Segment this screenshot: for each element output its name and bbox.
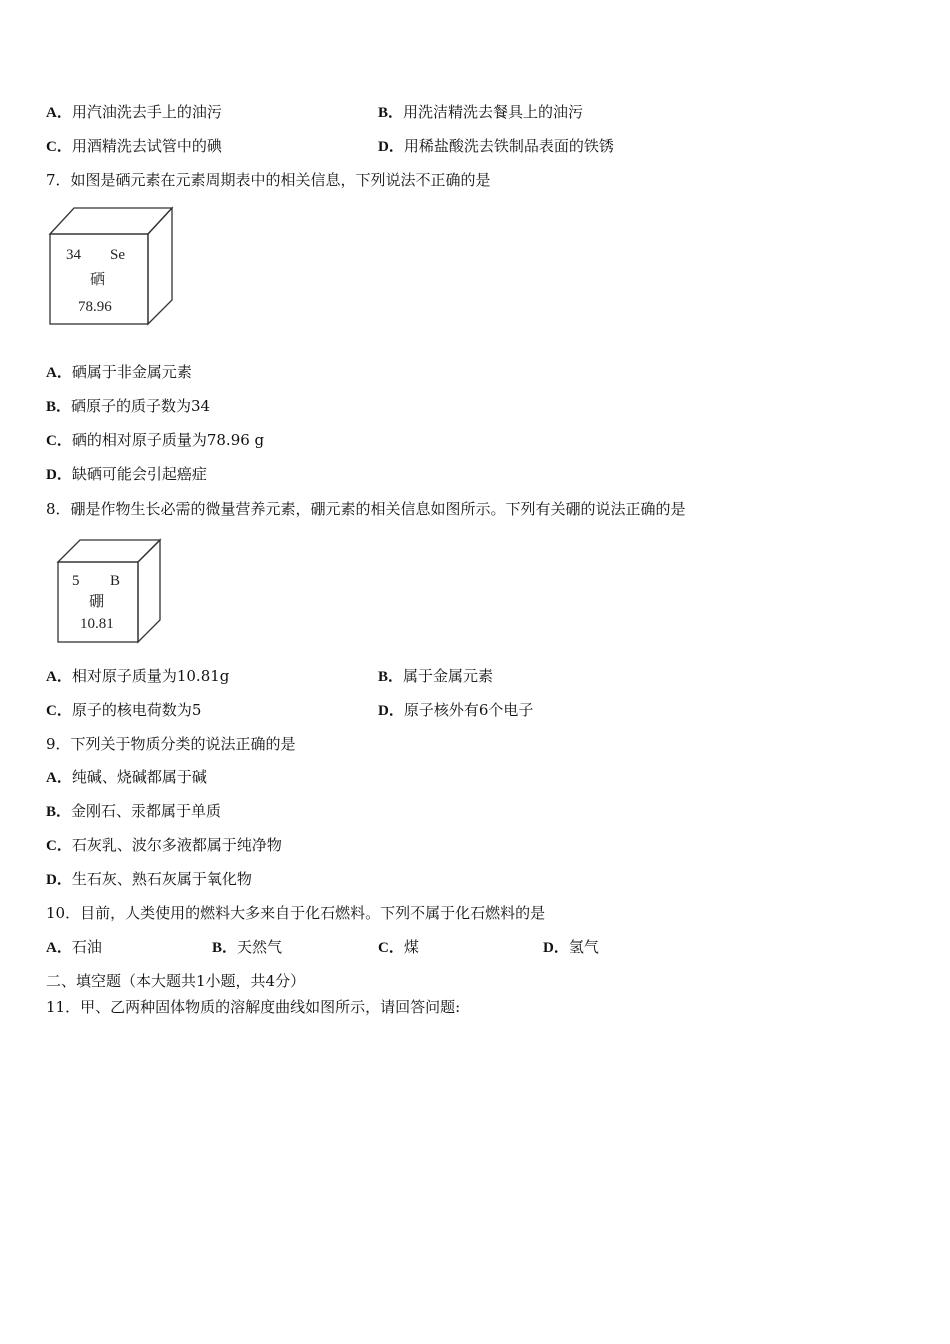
option-text: 氢气 — [568, 938, 599, 956]
selenium-element-card — [48, 206, 176, 326]
option-label: A． — [46, 105, 72, 121]
atomic-number: 5 — [72, 573, 80, 589]
option-text: 纯碱、烧碱都属于碱 — [71, 768, 207, 786]
q8-option-c — [46, 700, 201, 721]
q8-option-a — [46, 666, 229, 687]
option-label: B． — [212, 940, 238, 956]
option-label: D． — [378, 139, 404, 155]
q11-stem: 11．甲、乙两种固体物质的溶解度曲线如图所示，请回答问题: — [46, 998, 461, 1016]
option-text: 用酒精洗去试管中的碘 — [71, 137, 222, 155]
option-label: D． — [46, 467, 72, 483]
atomic-mass: 10.81 — [80, 616, 114, 632]
q10-option-c — [378, 937, 419, 958]
option-label: A． — [46, 770, 72, 786]
q10-option-a — [46, 937, 102, 958]
option-label: B． — [46, 399, 72, 415]
option-label: C． — [46, 838, 72, 854]
q8-stem: 8．硼是作物生长必需的微量营养元素，硼元素的相关信息如图所示。下列有关硼的说法正确的是 — [46, 500, 686, 518]
option-label: B． — [378, 105, 404, 121]
section-heading: 二、填空题（本大题共1小题，共4分） — [46, 972, 306, 990]
q7-stem: 7．如图是硒元素在元素周期表中的相关信息，下列说法不正确的是 — [46, 171, 491, 189]
q6-option-c — [46, 136, 222, 157]
atomic-number: 34 — [66, 247, 81, 263]
element-symbol: B — [110, 573, 121, 589]
element-symbol: Se — [110, 247, 125, 263]
option-label: C． — [46, 139, 72, 155]
option-text: 硒原子的质子数为34 — [71, 397, 211, 415]
option-text: 原子核外有6个电子 — [403, 701, 534, 719]
option-text: 缺硒可能会引起癌症 — [71, 465, 207, 483]
q6-option-d — [378, 136, 614, 157]
option-text: 石灰乳、波尔多液都属于纯净物 — [71, 836, 282, 854]
option-text: 用洗洁精洗去餐具上的油污 — [403, 103, 584, 121]
q10-stem: 10．目前，人类使用的燃料大多来自于化石燃料。下列不属于化石燃料的是 — [46, 904, 546, 922]
option-label: B． — [46, 804, 72, 820]
cube-outline — [48, 206, 176, 326]
q9-option-d — [46, 869, 252, 890]
q8-option-d — [378, 700, 533, 721]
option-label: B． — [378, 669, 404, 685]
element-name: 硼 — [89, 594, 105, 610]
q8-option-b — [378, 666, 493, 687]
option-text: 煤 — [403, 938, 419, 956]
option-label: A． — [46, 365, 72, 381]
option-text: 硒的相对原子质量为78.96 g — [71, 431, 265, 449]
q10-option-b — [212, 937, 282, 958]
option-label: D． — [378, 703, 404, 719]
option-text: 生石灰、熟石灰属于氧化物 — [71, 870, 252, 888]
option-label: A． — [46, 669, 72, 685]
option-label: C． — [46, 433, 72, 449]
q6-option-a — [46, 102, 222, 123]
q10-option-d — [543, 937, 599, 958]
q7-option-b — [46, 396, 210, 417]
option-text: 石油 — [71, 938, 102, 956]
option-label: C． — [46, 703, 72, 719]
option-label: D． — [543, 940, 569, 956]
option-label: C． — [378, 940, 404, 956]
option-text: 硒属于非金属元素 — [71, 363, 192, 381]
option-text: 金刚石、汞都属于单质 — [71, 802, 222, 820]
boron-element-card — [56, 538, 164, 644]
option-text: 原子的核电荷数为5 — [71, 701, 202, 719]
q7-option-a — [46, 362, 192, 383]
option-label: A． — [46, 940, 72, 956]
q9-option-c — [46, 835, 282, 856]
option-text: 属于金属元素 — [403, 667, 494, 685]
element-name: 硒 — [90, 272, 106, 288]
q6-option-b — [378, 102, 583, 123]
option-label: D． — [46, 872, 72, 888]
option-text: 天然气 — [237, 938, 283, 956]
option-text: 用汽油洗去手上的油污 — [71, 103, 222, 121]
q9-stem: 9．下列关于物质分类的说法正确的是 — [46, 735, 296, 753]
option-text: 相对原子质量为10.81g — [71, 667, 230, 685]
q9-option-a — [46, 767, 207, 788]
option-text: 用稀盐酸洗去铁制品表面的铁锈 — [403, 137, 614, 155]
atomic-mass: 78.96 — [78, 299, 112, 315]
q7-option-d — [46, 464, 207, 485]
q9-option-b — [46, 801, 221, 822]
q7-option-c — [46, 430, 264, 451]
